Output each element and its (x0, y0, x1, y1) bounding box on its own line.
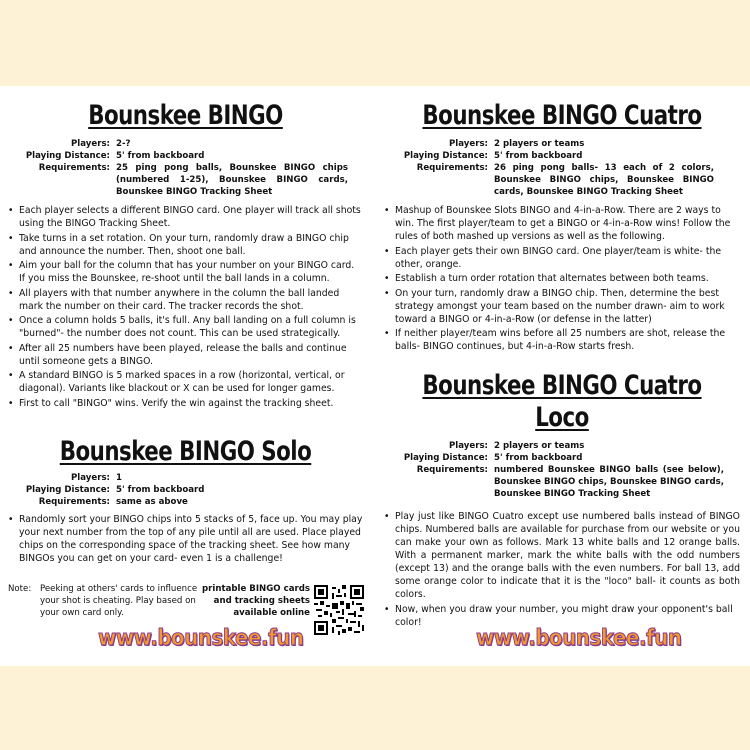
list-item: • Play just like BINGO Cuatro except use numbered balls instead of BINGO chips. Numbered balls are available for purchase from our website or you can make your own as follows. Mark 13 white balls and 12 orange balls. With a permanent marker, mark the white balls with the odd numbers (except 13) and the orange balls with the even numbers. For ball 13, add some orange color to indicate that it is the "loco" ball- it counts as both colors. (384, 510, 740, 601)
rules-sheet (0, 86, 750, 666)
meta-players (8, 472, 363, 484)
meta-label: Players: (71, 473, 110, 483)
list-item: • On your turn, randomly draw a BINGO chip. Then, determine the best strategy amongst your team based on the number drawn- aim to work toward a BINGO or 4-in-a-Row (or defense in the latter) (384, 287, 740, 326)
cuatro-rules (384, 204, 740, 353)
list-item: • Aim your ball for the column that has your number on your BINGO card. If you miss the Bounskee, re-shoot until the ball lands in a column. (8, 259, 363, 285)
meta-label: Players: (71, 139, 110, 149)
meta-value: 5' from backboard (116, 485, 205, 495)
meta-label: Playing Distance: (403, 453, 488, 463)
loco-title: Bounskee BINGO Cuatro Loco (422, 370, 702, 433)
meta-players (384, 138, 740, 150)
list-item: • Establish a turn order rotation that alternates between both teams. (384, 272, 740, 285)
meta-value: 25 ping pong balls, Bounskee BINGO chips (numbered 1-25), Bounskee BINGO cards, Bounskee BINGO Tracking Sheet (116, 163, 348, 197)
meta-requirements (8, 496, 363, 508)
meta-value: 5' from backboard (494, 453, 583, 463)
meta-value: 1 (116, 473, 122, 483)
solo-meta (8, 472, 363, 508)
list-item: • Take turns in a set rotation. On your turn, randomly draw a BINGO chip and announce the number. Then, shoot one ball. (8, 232, 363, 258)
meta-requirements (384, 162, 740, 198)
bingo-section (8, 100, 363, 411)
note-block (8, 583, 218, 623)
meta-label: Playing Distance: (25, 485, 110, 495)
bingo-title: Bounskee BINGO (88, 100, 283, 131)
loco-meta (384, 440, 740, 500)
note-text: Peeking at others' cards to influence your shot is cheating. Play based on your own card only. (40, 584, 198, 618)
loco-section (384, 370, 740, 630)
meta-value: 2 players or teams (494, 441, 585, 451)
meta-value: 2 players or teams (494, 139, 585, 149)
meta-label: Playing Distance: (25, 151, 110, 161)
list-item: • All players with that number anywhere in the column the ball landed mark the number on their card. The tracker records the shot. (8, 287, 363, 313)
meta-label: Requirements: (416, 163, 488, 173)
meta-label: Players: (449, 441, 488, 451)
meta-value: same as above (116, 497, 188, 507)
meta-value: numbered Bounskee BINGO balls (see below), Bounskee BINGO chips, Bounskee BINGO cards, Bounskee BINGO Tracking Sheet (494, 465, 724, 499)
meta-value: 5' from backboard (494, 151, 583, 161)
printable-note: printable BINGO cards and tracking sheets available online (202, 584, 310, 618)
meta-value: 5' from backboard (116, 151, 205, 161)
list-item: • If neither player/team wins before all 25 numbers are shot, release the balls- BINGO continues, but 4-in-a-Row starts fresh. (384, 327, 740, 353)
meta-requirements (384, 464, 740, 500)
solo-title: Bounskee BINGO Solo (59, 436, 312, 467)
bingo-rules (8, 204, 363, 410)
bingo-meta (8, 138, 363, 198)
meta-label: Requirements: (416, 465, 488, 475)
list-item: • Each player selects a different BINGO card. One player will track all shots using the BINGO Tracking Sheet. (8, 204, 363, 230)
qr-code-icon[interactable] (314, 585, 364, 635)
meta-distance (8, 484, 363, 496)
meta-distance (384, 452, 740, 464)
meta-requirements (8, 162, 363, 198)
meta-label: Playing Distance: (403, 151, 488, 161)
meta-players (8, 138, 363, 150)
meta-label: Requirements: (38, 163, 110, 173)
list-item: • Once a column holds 5 balls, it's full. Any ball landing on a full column is "burned"- the number does not count. This can be used strategically. (8, 314, 363, 340)
meta-players (384, 440, 740, 452)
list-item: • A standard BINGO is 5 marked spaces in a row (horizontal, vertical, or diagonal). Variants like blackout or X can be used for longer games. (8, 369, 363, 395)
loco-rules (384, 510, 740, 629)
note-label: Note: (8, 584, 32, 594)
list-item: • Mashup of Bounskee Slots BINGO and 4-in-a-Row. There are 2 ways to win. The first player/team to get a BINGO or 4-in-a-Row wins! Follow the rules of both mashed up versions as well as the following. (384, 204, 740, 243)
meta-distance (8, 150, 363, 162)
solo-section (8, 436, 363, 567)
solo-rules (8, 513, 363, 565)
cuatro-title: Bounskee BINGO Cuatro (422, 100, 702, 131)
cuatro-section (384, 100, 740, 355)
website-link[interactable]: www.bounskee.fun (98, 626, 304, 651)
list-item: • Randomly sort your BINGO chips into 5 stacks of 5, face up. You may play your next number from the top of any pile until all are used. Place played chips on the corresponding space of the tracking sheet. See how many BINGOs you can get on your card- even 1 is a challenge! (8, 513, 363, 565)
cuatro-meta (384, 138, 740, 198)
list-item: • Now, when you draw your number, you might draw your opponent's ball color! (384, 603, 740, 629)
meta-distance (384, 150, 740, 162)
meta-value: 26 ping pong balls- 13 each of 2 colors, Bounskee BINGO chips, Bounskee BINGO cards, Bounskee BINGO Tracking Sheet (494, 163, 714, 197)
meta-label: Requirements: (38, 497, 110, 507)
list-item: • Each player gets their own BINGO card. One player/team is white- the other, orange. (384, 245, 740, 271)
website-link[interactable]: www.bounskee.fun (476, 626, 682, 651)
meta-label: Players: (449, 139, 488, 149)
meta-value: 2-? (116, 139, 131, 149)
list-item: • First to call "BINGO" wins. Verify the win against the tracking sheet. (8, 397, 363, 410)
list-item: • After all 25 numbers have been played, release the balls and continue until someone gets a BINGO. (8, 342, 363, 368)
